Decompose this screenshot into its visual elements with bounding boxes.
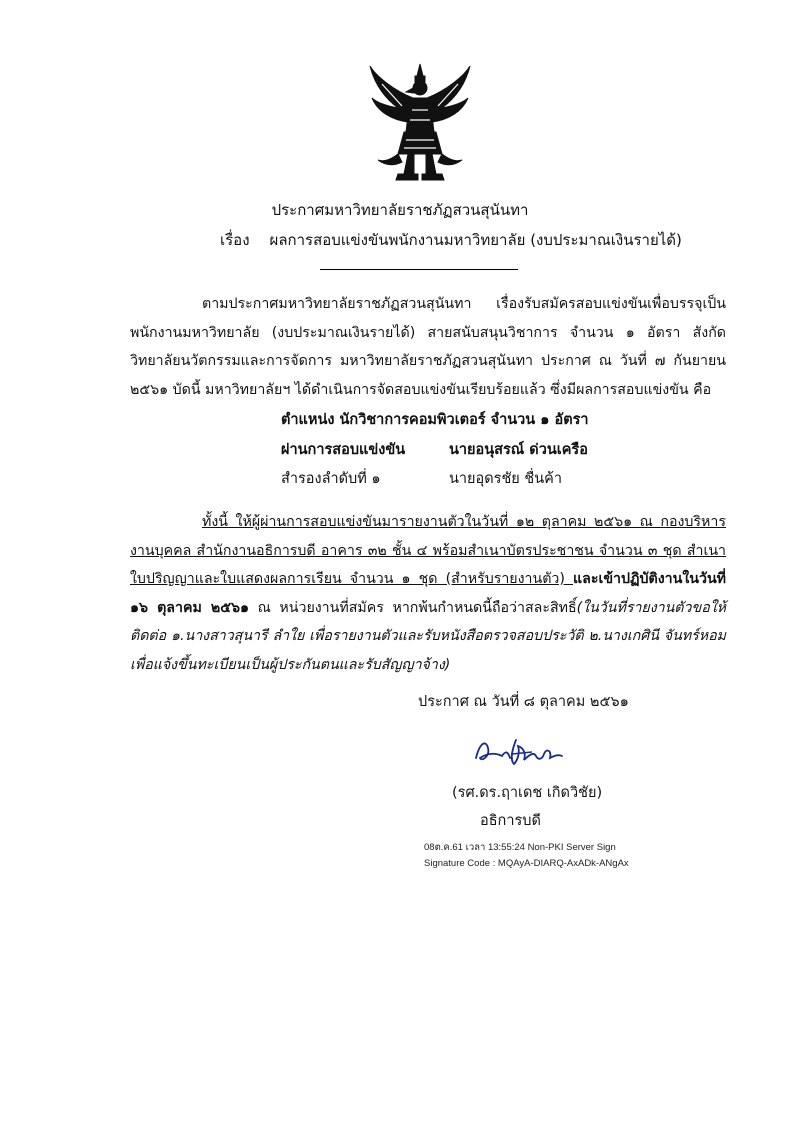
reserve-label: สำรองลำดับที่ ๑ (281, 471, 381, 487)
announce-date: ประกาศ ณ วันที่ ๘ ตุลาคม ๒๕๖๑ (418, 694, 629, 710)
signer-name: (รศ.ดร.ฤาเดช เกิดวิชัย) (452, 785, 603, 801)
subject-line (220, 228, 682, 252)
instructions-start-date: และเข้าปฏิบัติงานในวันที่ ๑๖ ตุลาคม ๒๕๖๑ (130, 571, 726, 616)
instructions-report: ให้ผู้ผ่านการสอบแข่งขันมารายงานตัวในวันที่ ๑๒ ตุลาคม ๒๕๖๑ ณ กองบริหารงานบุคคล สำนักงานอธิการบดี อาคาร ๓๒ ชั้น ๔ พร้อมสำเนาบัตรประชาชน จำนวน ๓ ชุด สำเนาใบปริญญาและใบแสดงผลการเรียน จำนวน ๑ ชุด (สำหรับรายงานตัว) (130, 514, 726, 587)
passed-name: นายอนุสรณ์ ด่วนเครือ (449, 442, 588, 458)
instructions-contacts: (ในวันที่รายงานตัวขอให้ติดต่อ ๑.นางสาวสุนารี ลำใย เพื่อรายงานตัวและรับหนังสือตรวจสอบประวัติ ๒.นางเกศินี จันทร์หอม เพื่อแจ้งขึ้นทะเบียนเป็นผู้ประกันตนและรับสัญญาจ้าง) (130, 599, 726, 673)
position-heading: ตำแหน่ง นักวิชาการคอมพิวเตอร์ จำนวน ๑ อัตรา (281, 412, 589, 428)
instructions-paragraph (130, 508, 726, 679)
announcement-title: ประกาศมหาวิทยาลัยราชภัฏสวนสุนันทา (271, 201, 529, 219)
title-divider (320, 269, 518, 270)
reserve-name: นายอุดรชัย ชื่นค้า (449, 471, 563, 487)
subject-text: ผลการสอบแข่งขันพนักงานมหาวิทยาลัย (งบประมาณเงินรายได้) (269, 231, 682, 249)
server-sign-stamp: 08ต.ค.61 เวลา 13:55:24 Non-PKI Server Sign (424, 842, 616, 853)
passed-label: ผ่านการสอบแข่งขัน (281, 442, 406, 458)
instructions-deadline: ณ หน่วยงานที่สมัคร หากพ้นกำหนดนี้ถือว่าสละสิทธิ์ (248, 599, 577, 616)
signer-role: อธิการบดี (480, 813, 541, 829)
subject-label: เรื่อง (220, 231, 250, 249)
handwritten-signature (472, 734, 572, 770)
intro-paragraph: ตามประกาศมหาวิทยาลัยราชภัฏสวนสุนันทา เรื่องรับสมัครสอบแข่งขันเพื่อบรรจุเป็นพนักงานมหาวิทยาลัย (งบประมาณเงินรายได้) สายสนับสนุนวิชาการ จำนวน ๑ อัตรา สังกัดวิทยาลัยนวัตกรรมและการจัดการ มหาวิทยาลัยราชภัฏสวนสุนันทา ประกาศ ณ วันที่ ๗ กันยายน ๒๕๖๑ บัดนี้ มหาวิทยาลัยฯ ได้ดำเนินการจัดสอบแข่งขันเรียบร้อยแล้ว ซึ่งมีผลการสอบแข่งขัน คือ (130, 296, 726, 398)
garuda-emblem-icon (368, 62, 472, 184)
instructions-lead: ทั้งนี้ (202, 514, 228, 530)
signature-code: Signature Code : MQAyA-DIARQ-AxADk-ANgAx (424, 858, 629, 869)
